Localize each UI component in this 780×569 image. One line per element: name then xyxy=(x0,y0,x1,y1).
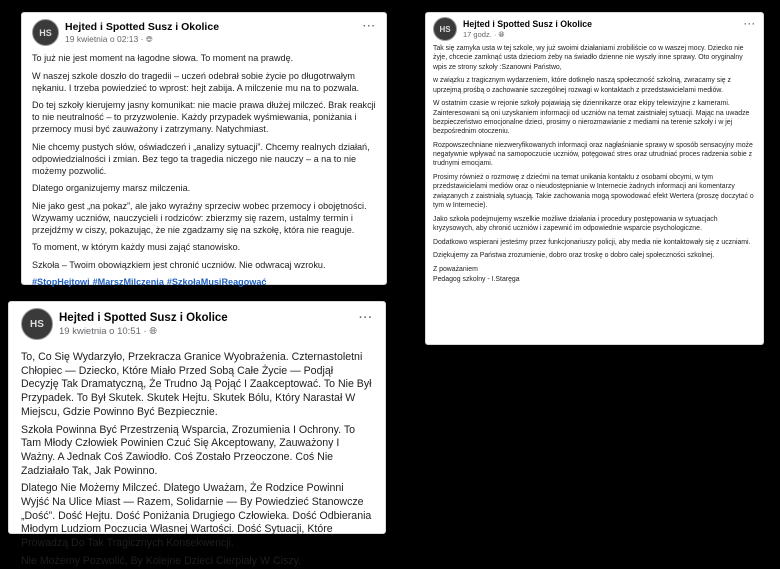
post-paragraph: Tak się zamyka usta w tej szkole, wy już swoimi działaniami zrobiliście co w waszej mocy. Dziecko nie żyje, chcecie zamknąć usta dzieciom żeby na świadło dzienne nie wyszły inne sprawy. Oto oryginalny wpis ze strony szkoły :Szanowni Państwo, xyxy=(433,45,744,71)
post-paragraph: Dlatego organizujemy marsz milczenia. xyxy=(32,183,191,193)
post-paragraph: To moment, w którym każdy musi zająć stanowisko. xyxy=(32,242,241,252)
post-paragraph: Nie chcemy pustych słów, oświadczeń i „analizy sytuacji”. Chcemy realnych działań, odpowiedzialności i zmian. Bez tego ta tragedia niczego nie nauczy – a na to nie możemy pozwolić. xyxy=(32,141,370,176)
post-header: HS Hejted i Spotted Susz i Okolice 17 godz. · 🌐︎ ··· xyxy=(433,17,756,41)
avatar-glyph: HS xyxy=(30,318,44,330)
page-avatar[interactable] xyxy=(21,308,53,340)
post-paragraph: Nie Możemy Pozwolić, By Kolejne Dzieci Cierpiały W Ciszy. xyxy=(21,554,302,567)
page-name[interactable]: Hejted i Spotted Susz i Okolice xyxy=(65,20,220,33)
post-paragraph: To już nie jest moment na łagodne słowa. To moment na prawdę. xyxy=(32,53,294,63)
page-name[interactable]: Hejted i Spotted Susz i Okolice xyxy=(463,18,593,29)
post-header: HS Hejted i Spotted Susz i Okolice 19 kwietnia o 10:51 · 🌐︎ ··· xyxy=(21,308,373,340)
post-paragraph: Do tej szkoły kierujemy jasny komunikat: nie macie prawa dłużej milczeć. Brak reakcji to nie neutralność – to przyzwolenie. Każdy przypadek wyśmiewania, poniżania i przemocy musi być zauważony i zatrzymany. Natychmiast. xyxy=(32,100,376,134)
post-paragraph: Prosimy również o rozmowę z dziećmi na temat unikania kontaktu z osobami obcymi, w tym przedstawicielami mediów oraz o nieudostępnianie w Internecie żadnych informacji ani komentarzy związanych z zaistniałą sytuacją. Takie zachowania mogą spowodować efekt Wertera (proszę doczytać o tym w Internecie). xyxy=(433,174,754,209)
hashtag-link[interactable]: #MarszMilczenia xyxy=(92,277,164,287)
post-paragraph: W naszej szkole doszło do tragedii – uczeń odebrał sobie życie po długotrwałym nękaniu. I trzeba powiedzieć to wprost: hejt zabija. A milczenie mu na to pozwala. xyxy=(32,70,360,93)
post-body xyxy=(433,44,756,285)
post-paragraph: w związku z tragicznym wydarzeniem, które dotknęło naszą społeczność szkolną, zwracamy się z uprzejmą prośbą o zachowanie szczególnej rozwagi w kontaktach z przedstawicielami mediów. xyxy=(433,77,731,94)
post-paragraph: To, Co Się Wydarzyło, Przekracza Granice Wyobrażenia. Czternastoletni Chłopiec — Dziecko, Które Miało Przed Sobą Całe Życie — Podjął Decyzję Tak Dramatyczną, Że Trudno Ją Pojąć I Zaakceptować. To Nie Był Przypadek. To Był Skutek. Skutek Hejtu. Skutek Bólu, Który Narastał W Miejscu, Gdzie Powinno Być Bezpiecznie. xyxy=(21,351,372,418)
hashtag-link[interactable]: #SzkołaMusiReagować xyxy=(166,277,267,287)
post-paragraph: Z poważaniem xyxy=(433,266,478,273)
post-timestamp[interactable]: 17 godz. xyxy=(463,29,492,39)
avatar-glyph: HS xyxy=(439,24,451,34)
post-card-2 xyxy=(8,301,386,567)
post-paragraph: W ostatnim czasie w rejonie szkoły pojawiają się dziennikarze oraz ekipy telewizyjne z kamerami. Zainteresowani są oni uzyskaniem informacji od uczniów na temat zaistniałej sytuacji. Mając na uwadze bezpieczeństwo emocjonalne dzieci, prosimy o nierozmawianie z mediami na terenie szkoły i w jej bezpośrednim otoczeniu. xyxy=(433,100,750,135)
post-card-1 xyxy=(21,12,387,285)
post-paragraph: Jako szkoła podejmujemy wszelkie możliwe działania i procedury postępowania w sytuacjach kryzysowych, aby chronić uczniów i zapewnić im odpowiednie wsparcie psychologiczne. xyxy=(433,215,718,232)
post-paragraph: Dziękujemy za Państwa zrozumienie, dobro oraz troskę o dobro całej społeczności szkolnej. xyxy=(433,252,715,260)
avatar-glyph: HS xyxy=(39,27,52,38)
globe-icon: 🌐︎ xyxy=(149,325,157,337)
post-paragraph: Szkoła – Twoim obowiązkiem jest chronić uczniów. Nie odwracaj wzroku. xyxy=(32,259,326,270)
post-timestamp[interactable]: 19 kwietnia o 10:51 xyxy=(59,325,141,337)
globe-icon: 🌐︎ xyxy=(145,33,153,44)
more-options-icon[interactable]: ··· xyxy=(359,312,373,324)
post-card-3 xyxy=(425,12,764,345)
hashtag-link[interactable]: #StopHejtowi xyxy=(32,277,90,287)
globe-icon: 🌐︎ xyxy=(498,29,505,39)
post-header: HS Hejted i Spotted Susz i Okolice 19 kwietnia o 02:13 · 🌐︎ ··· xyxy=(32,19,376,46)
post-paragraph: Dodatkowo wspierani jesteśmy przez funkcjonariuszy policji, aby media nie kontaktowały się z uczniami. xyxy=(433,238,751,246)
post-paragraph: Rozpowszechniane niezweryfikowanych informacji oraz nagłaśnianie sprawy w sposób sensacyjny może negatywnie wpływać na samopoczucie uczniów, potęgować stres oraz utrudniać proces radzenia sobie z trudnymi emocjami. xyxy=(433,141,753,168)
post-paragraph: Nie jako gest „na pokaz”, ale jako wyraźny sprzeciw wobec przemocy i obojętności. Wzywamy uczniów, nauczycieli i rodziców: zbierzmy się razem, ustalmy termin i przejdźmy w ciszy, pokazując, że nie zgadzamy się na szkołę, która nie reaguje. xyxy=(32,200,367,235)
more-options-icon[interactable]: ··· xyxy=(363,21,376,32)
page-name[interactable]: Hejted i Spotted Susz i Okolice xyxy=(59,311,228,324)
post-body xyxy=(21,351,373,569)
more-options-icon[interactable]: ··· xyxy=(744,19,756,29)
page-avatar[interactable] xyxy=(32,19,59,46)
post-signature: Pedagog szkolny - I.Staręga xyxy=(433,276,520,284)
post-body xyxy=(32,52,376,288)
post-paragraph: Szkoła Powinna Być Przestrzenią Wsparcia, Zrozumienia I Ochrony. To Tam Młody Człowiek Powinien Czuć Się Akceptowany, Zauważony I Ważny. A Jednak Coś Zawiodło. Coś Zostało Przeoczone. Coś Nie Zadziałało Tak, Jak Powinno. xyxy=(21,423,356,477)
hashtags xyxy=(32,276,376,288)
post-paragraph: Dlatego Nie Możemy Milczeć. Dlatego Uważam, Że Rodzice Powinni Wyjść Na Ulice Miast — Razem, Solidarnie — By Powiedzieć Stanowcze „Dość”. Dość Hejtu. Dość Poniżania Drugiego Człowieka. Dość Odbierania Młodym Ludziom Poczucia Własnej Wartości. Dość Sytuacji, Które Prowadzą Do Tak Tragicznych Konsekwencji. xyxy=(21,482,372,550)
page-avatar[interactable] xyxy=(433,17,457,41)
post-timestamp[interactable]: 19 kwietnia o 02:13 xyxy=(65,33,139,44)
